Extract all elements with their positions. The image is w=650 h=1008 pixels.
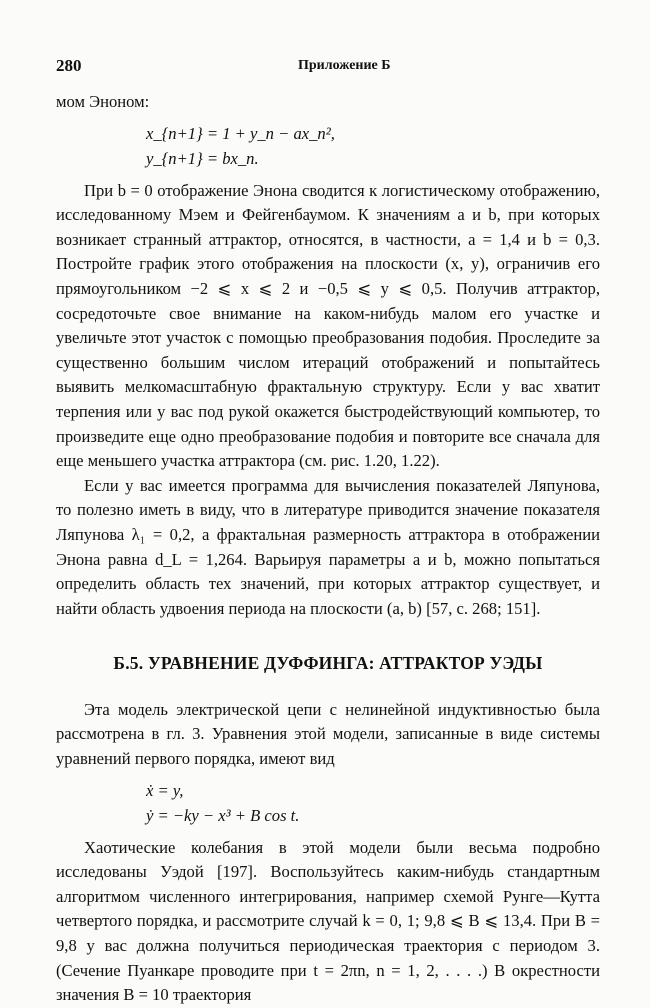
page-number: 280 [56,56,82,75]
section-heading: Б.5. УРАВНЕНИЕ ДУФФИНГА: АТТРАКТОР УЭДЫ [113,653,543,674]
duffing-equations [146,778,600,828]
paragraph-ueda-chaos: Хаотические колебания в этой модели были весьма подробно исследованы Уэдой [197]. Воспользуйтесь каким-нибудь стандартным алгоритмом численного интегрирования, например схемой Рунге—Кутта четвертого порядка, и рассмотрите случай k = 0, 1; 9,8 ⩽ B ⩽ 13,4. При B = 9,8 у вас должна получиться периодическая траектория с периодом 3. (Сечение Пуанкаре проводите при t = 2πn, n = 1, 2, . . . .) В окрестности значения B = 10 траектория [56,837,600,1005]
paragraph-intro-fragment: мом Эноном: [56,92,150,111]
henon-equation-y: y_{n+1} = bx_n. [146,148,259,168]
running-title: Приложение Б [298,58,391,73]
page-body [56,90,600,1008]
duffing-equation-y: ẏ = −ky − x³ + B cos t. [146,805,300,825]
page-header [56,56,594,82]
paragraph-henon-attractor: При b = 0 отображение Энона сводится к логистическому отображению, исследованному Мэем и Фейгенбаумом. К значениям a и b, при которых возникает странный аттрактор, относятся, в частности, a = 1,4 и b = 0,3. Постройте график этого отображения на плоскости (x, y), ограничив его прямоугольником −2 ⩽ x ⩽ 2 и −0,5 ⩽ y ⩽ 0,5. Получив аттрактор, сосредоточьте свое внимание на каком-нибудь малом его участке и увеличьте этот участок с помощью преобразования подобия. Проследите за существенно большим числом итераций отображений и попытайтесь выявить мелкомасштабную фрактальную структуру. Если у вас хватит терпения или у вас под рукой окажется быстродействующий компьютер, то произведите еще одно преобразование подобия и повторите все сначала для еще меньшего участка аттрактора (см. рис. 1.20, 1.22). [56,180,600,471]
henon-equation-x: x_{n+1} = 1 + y_n − ax_n², [146,123,335,143]
paragraph-duffing-model: Эта модель электрической цепи с нелинейной индуктивностью была рассмотрена в гл. 3. Уравнения этой модели, записанные в виде системы уравнений первого порядка, имеют вид [56,699,600,769]
henon-map-equations [146,121,600,171]
paragraph-lyapunov: Если у вас имеется программа для вычисления показателей Ляпунова, то полезно иметь в виду, что в литературе приводится значение показателя Ляпунова λ₁ = 0,2, а фрактальная размерность аттрактора в отображении Энона равна d_L = 1,264. Варьируя параметры a и b, можно попытаться определить область тех значений, при которых аттрактор существует, и найти область удвоения периода на плоскости (a, b) [57, с. 268; 151]. [56,475,600,618]
duffing-equation-x: ẋ = y, [146,780,184,800]
